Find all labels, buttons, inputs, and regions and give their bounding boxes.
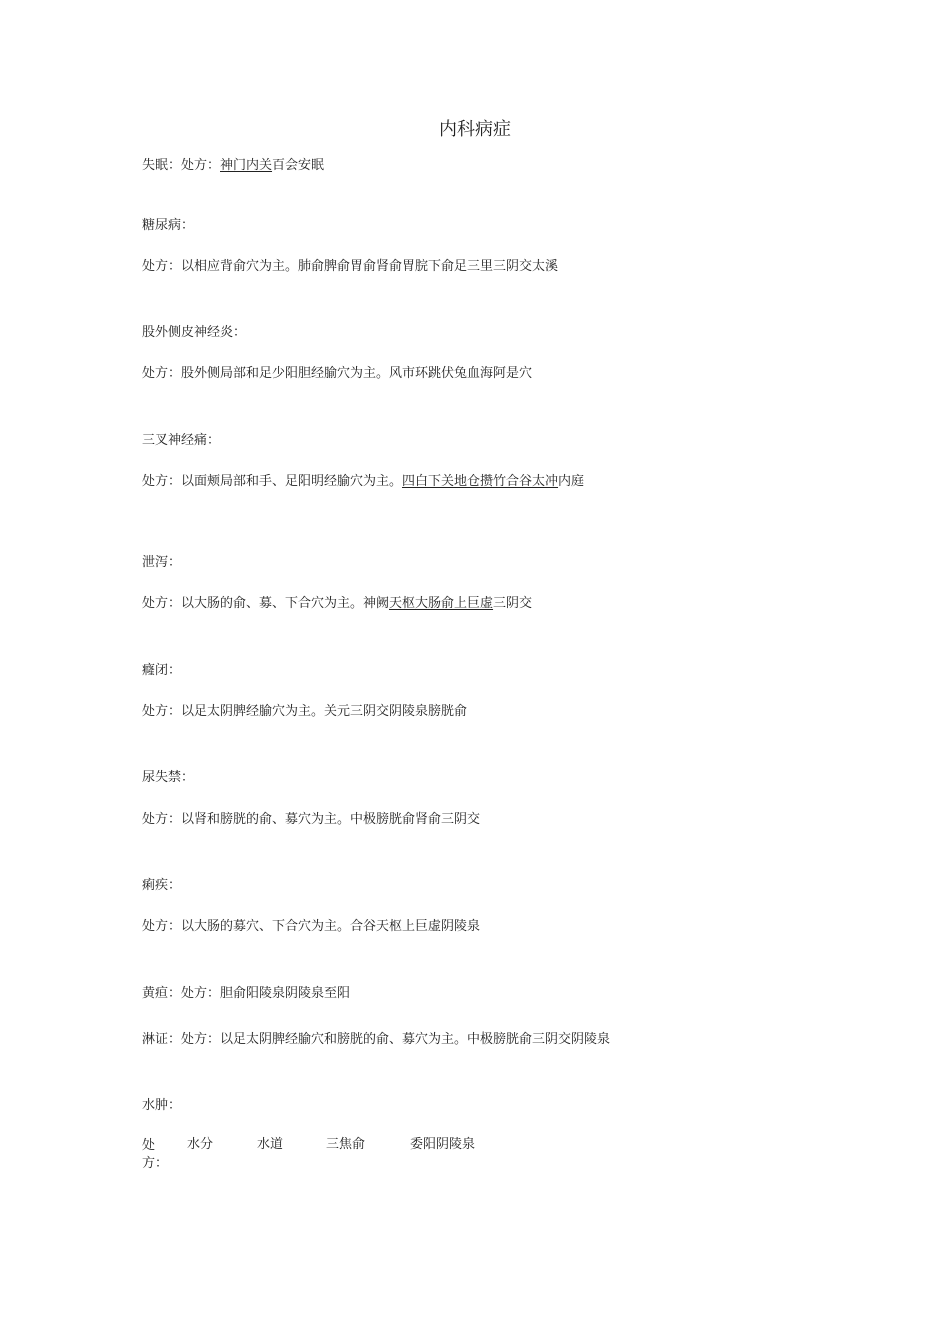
edema-heading: 水肿： (142, 1098, 182, 1113)
insomnia-line (142, 158, 324, 174)
incontinence-heading: 尿失禁： (142, 770, 195, 785)
trigeminal-suffix: 内庭 (558, 474, 585, 489)
retention-heading: 癃闭： (142, 663, 182, 678)
dysentery-prescription: 处方：以大肠的募穴、下合穴为主。合谷天枢上巨虚阴陵泉 (142, 919, 481, 934)
neuritis-heading: 股外侧皮神经炎： (142, 325, 247, 340)
edema-prescription-label: 处方： (142, 1138, 169, 1171)
incontinence-prescription: 处方：以肾和膀胱的俞、募穴为主。中极膀胱俞肾俞三阴交 (142, 812, 481, 827)
diarrhea-prescription (142, 596, 532, 612)
trigeminal-prescription (142, 474, 584, 490)
stranguria-line: 淋证：处方：以足太阴脾经腧穴和膀胱的俞、募穴为主。中极膀胱俞三阴交阴陵泉 (142, 1032, 611, 1047)
insomnia-prefix: 失眠：处方： (142, 158, 221, 173)
neuritis-prescription: 处方：股外侧局部和足少阳胆经腧穴为主。风市环跳伏兔血海阿是穴 (142, 366, 533, 381)
diarrhea-suffix: 三阴交 (493, 596, 533, 611)
diabetes-prescription: 处方：以相应背俞穴为主。肺俞脾俞胃俞肾俞胃脘下俞足三里三阴交太溪 (142, 259, 559, 274)
edema-point-2: 水道 (257, 1137, 284, 1152)
diabetes-heading: 糖尿病： (142, 218, 195, 233)
jaundice-line: 黄疸：处方：胆俞阳陵泉阴陵泉至阳 (142, 986, 351, 1001)
edema-point-3: 三焦俞 (326, 1137, 366, 1152)
edema-point-1: 水分 (187, 1137, 214, 1152)
dysentery-heading: 痢疾： (142, 878, 182, 893)
insomnia-suffix: 百会安眠 (272, 158, 325, 173)
trigeminal-heading: 三叉神经痛： (142, 433, 221, 448)
diarrhea-heading: 泄泻： (142, 555, 182, 570)
diarrhea-underlined-points: 天枢大肠俞上巨虚 (389, 596, 494, 611)
edema-point-4: 委阳阴陵泉 (410, 1137, 476, 1152)
insomnia-underlined-points: 神门内关 (220, 158, 273, 173)
page-title: 内科病症 (439, 119, 511, 140)
trigeminal-prefix: 处方：以面颊局部和手、足阳明经腧穴为主。 (142, 474, 403, 489)
trigeminal-underlined-points: 四白下关地仓攒竹合谷太冲 (402, 474, 559, 489)
diarrhea-prefix: 处方：以大肠的俞、募、下合穴为主。神阙 (142, 596, 390, 611)
retention-prescription: 处方：以足太阴脾经腧穴为主。关元三阴交阴陵泉膀胱俞 (142, 704, 468, 719)
